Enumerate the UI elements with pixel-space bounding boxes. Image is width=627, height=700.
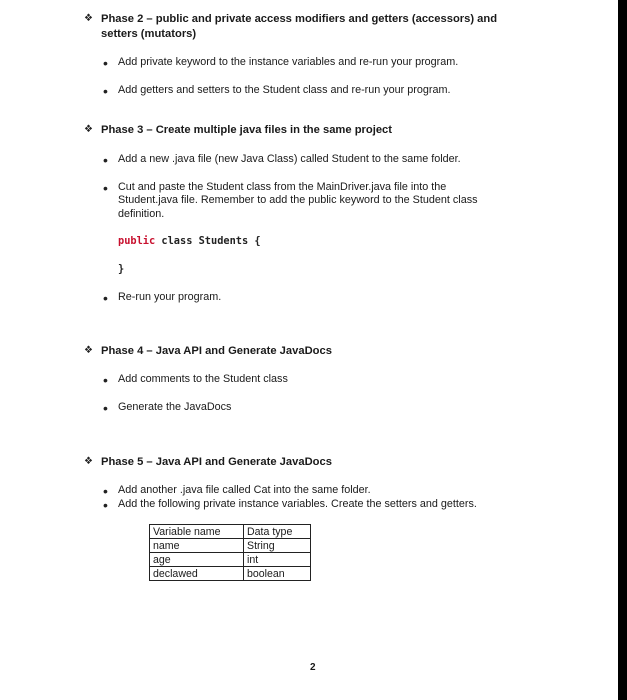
code-line-close-brace: } bbox=[118, 263, 125, 275]
phase5-item-2: Add the following private instance variables. Create the setters and getters. bbox=[118, 498, 477, 510]
phase3-item-3: Re-run your program. bbox=[118, 291, 222, 303]
code-line-class-declaration bbox=[118, 234, 261, 248]
phase3-item-2-line3: definition. bbox=[118, 208, 165, 220]
bullet-icon: • bbox=[103, 152, 108, 168]
table-cell-variable: declawed bbox=[150, 567, 244, 581]
bullet-icon: • bbox=[103, 55, 108, 71]
table-header-row bbox=[150, 525, 311, 539]
bullet-icon: • bbox=[103, 372, 108, 388]
phase4-heading: Phase 4 – Java API and Generate JavaDocs bbox=[101, 345, 332, 357]
diamond-bullet-icon: ❖ bbox=[84, 13, 93, 24]
phase5-heading: Phase 5 – Java API and Generate JavaDocs bbox=[101, 456, 332, 468]
table-header-variable-name: Variable name bbox=[150, 525, 244, 539]
phase2-item-2: Add getters and setters to the Student class and re-run your program. bbox=[118, 84, 451, 96]
table-row bbox=[150, 553, 311, 567]
right-edge-border bbox=[618, 0, 627, 700]
phase2-heading-line1: Phase 2 – public and private access modifiers and getters (accessors) and bbox=[101, 13, 498, 25]
table-row bbox=[150, 539, 311, 553]
bullet-icon: • bbox=[103, 290, 108, 306]
table-cell-variable: age bbox=[150, 553, 244, 567]
table-cell-variable: name bbox=[150, 539, 244, 553]
code-keyword: public bbox=[118, 235, 156, 247]
diamond-bullet-icon: ❖ bbox=[84, 124, 93, 135]
phase2-heading-line2: setters (mutators) bbox=[101, 28, 197, 40]
phase3-heading: Phase 3 – Create multiple java files in the same project bbox=[101, 124, 392, 136]
phase3-item-2-line2: Student.java file. Remember to add the public keyword to the Student class bbox=[118, 194, 478, 206]
phase2-item-1: Add private keyword to the instance variables and re-run your program. bbox=[118, 56, 459, 68]
phase3-item-1: Add a new .java file (new Java Class) called Student to the same folder. bbox=[118, 153, 461, 165]
phase3-item-2-line1: Cut and paste the Student class from the MainDriver.java file into the bbox=[118, 181, 447, 193]
table-cell-type: boolean bbox=[244, 567, 311, 581]
page-number: 2 bbox=[310, 662, 316, 673]
phase4-item-1: Add comments to the Student class bbox=[118, 373, 288, 385]
bullet-icon: • bbox=[103, 180, 108, 196]
code-class-name: class Students { bbox=[161, 235, 261, 247]
phase5-item-1: Add another .java file called Cat into the same folder. bbox=[118, 484, 371, 496]
bullet-icon: • bbox=[103, 497, 108, 513]
diamond-bullet-icon: ❖ bbox=[84, 345, 93, 356]
table-row bbox=[150, 567, 311, 581]
bullet-icon: • bbox=[103, 400, 108, 416]
phase4-item-2: Generate the JavaDocs bbox=[118, 401, 232, 413]
bullet-icon: • bbox=[103, 483, 108, 499]
variables-table bbox=[149, 524, 311, 581]
table-cell-type: int bbox=[244, 553, 311, 567]
table-header-data-type: Data type bbox=[244, 525, 311, 539]
diamond-bullet-icon: ❖ bbox=[84, 456, 93, 467]
bullet-icon: • bbox=[103, 83, 108, 99]
table-cell-type: String bbox=[244, 539, 311, 553]
